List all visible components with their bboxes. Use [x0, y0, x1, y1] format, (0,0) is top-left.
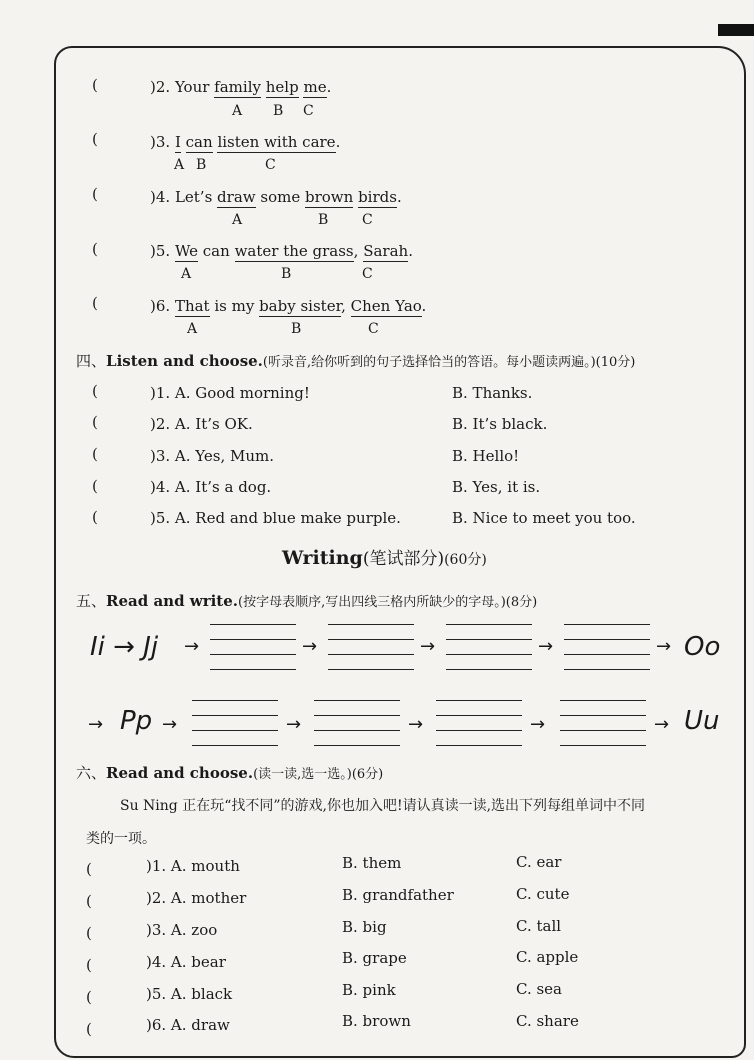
item-number: )2. — [150, 78, 175, 96]
question-item: )3. I can listen with care. — [150, 133, 341, 151]
question-item: )4. Let’s draw some brown birds. — [150, 188, 402, 206]
label-c: C — [368, 321, 379, 337]
label-b: B — [196, 157, 207, 173]
option-b-underlined: help — [265, 78, 299, 96]
option-a: )2. A. It’s OK. — [150, 415, 253, 433]
four-line-grid[interactable] — [210, 624, 296, 670]
label-a: A — [174, 157, 185, 173]
option-b-underlined: water the grass — [234, 242, 354, 260]
four-line-grid[interactable] — [560, 700, 646, 746]
four-line-grid[interactable] — [446, 624, 532, 670]
option-c: C. share — [516, 1012, 579, 1030]
option-a: )1. A. Good morning! — [150, 384, 310, 402]
option-c-underlined: birds — [358, 188, 397, 206]
option-c: C. ear — [516, 853, 562, 871]
option-c-underlined: listen with care — [217, 133, 336, 151]
option-a: )3. A. zoo — [146, 921, 218, 939]
intro-text: Su Ning 正在玩“找不同”的游戏,你也加入吧!请认真读一读,选出下列每组单词中不同 — [120, 798, 646, 814]
answer-paren[interactable]: ( — [92, 382, 98, 400]
question-item: )6. That is my baby sister, Chen Yao. — [150, 297, 427, 315]
option-a: )4. A. bear — [146, 953, 226, 971]
answer-paren[interactable]: ( — [86, 956, 92, 974]
option-b: B. It’s black. — [452, 415, 548, 433]
letter-ii-jj: Ii → Jj — [90, 632, 159, 662]
option-c-underlined: Sarah — [363, 242, 409, 260]
option-b: B. grandfather — [342, 886, 454, 904]
option-a-underlined: I — [174, 133, 181, 151]
option-c-underlined: Chen Yao — [350, 297, 422, 315]
item-number: )6. — [150, 297, 175, 315]
option-b: B. Yes, it is. — [452, 478, 541, 496]
letter-oo: Oo — [684, 632, 721, 662]
option-c: C. sea — [516, 980, 562, 998]
answer-paren[interactable]: ( — [86, 860, 92, 878]
option-a: )4. A. It’s a dog. — [150, 478, 272, 496]
option-a: )6. A. draw — [146, 1016, 230, 1034]
label-a: A — [187, 321, 198, 337]
arrow-icon: → — [88, 714, 104, 735]
option-c: C. apple — [516, 948, 579, 966]
arrow-icon: → — [538, 636, 554, 657]
answer-paren[interactable]: ( — [92, 445, 98, 463]
four-line-grid[interactable] — [564, 624, 650, 670]
option-b-underlined: baby sister — [259, 297, 342, 315]
option-c: C. tall — [516, 917, 562, 935]
answer-paren[interactable]: ( — [92, 130, 98, 148]
four-line-grid[interactable] — [314, 700, 400, 746]
section-heading: 六、Read and choose.(读一读,选一选。)(6分) — [76, 764, 384, 782]
label-b: B — [318, 212, 329, 228]
option-b: B. pink — [342, 981, 396, 999]
option-b: B. grape — [342, 949, 407, 967]
answer-paren[interactable]: ( — [92, 76, 98, 94]
option-b: B. brown — [342, 1012, 411, 1030]
four-line-grid[interactable] — [436, 700, 522, 746]
option-b: B. big — [342, 918, 387, 936]
option-b-underlined: brown — [304, 188, 354, 206]
label-b: B — [273, 103, 284, 119]
option-b-underlined: can — [185, 133, 213, 151]
item-number: )4. — [150, 188, 175, 206]
answer-paren[interactable]: ( — [92, 294, 98, 312]
option-a-underlined: We — [174, 242, 199, 260]
arrow-icon: → — [408, 714, 424, 735]
answer-paren[interactable]: ( — [92, 240, 98, 258]
arrow-icon: → — [184, 636, 200, 657]
section-heading: 五、Read and write.(按字母表顺序,写出四线三格内所缺少的字母。)(8分) — [76, 592, 538, 610]
answer-paren[interactable]: ( — [92, 413, 98, 431]
answer-paren[interactable]: ( — [86, 924, 92, 942]
label-a: A — [232, 212, 243, 228]
label-c: C — [303, 103, 314, 119]
answer-paren[interactable]: ( — [92, 508, 98, 526]
option-b: B. Nice to meet you too. — [452, 509, 636, 527]
option-b: B. Thanks. — [452, 384, 533, 402]
section-heading: 四、Listen and choose.(听录音,给你听到的句子选择恰当的答语。每小题读两遍。)(10分) — [76, 352, 636, 370]
arrow-icon: → — [530, 714, 546, 735]
option-a: )3. A. Yes, Mum. — [150, 447, 275, 465]
arrow-icon: → — [654, 714, 670, 735]
arrow-icon: → — [420, 636, 436, 657]
page-edge-mark — [718, 24, 754, 36]
label-b: B — [291, 321, 302, 337]
option-a-underlined: That — [174, 297, 210, 315]
label-a: A — [232, 103, 243, 119]
label-c: C — [362, 212, 373, 228]
arrow-icon: → — [286, 714, 302, 735]
option-b: B. them — [342, 854, 402, 872]
arrow-icon: → — [302, 636, 318, 657]
option-c: C. cute — [516, 885, 570, 903]
four-line-grid[interactable] — [192, 700, 278, 746]
letter-pp: Pp — [120, 706, 153, 736]
label-a: A — [181, 266, 192, 282]
option-a-underlined: family — [214, 78, 261, 96]
option-a-underlined: draw — [217, 188, 256, 206]
letter-uu: Uu — [684, 706, 720, 736]
arrow-icon: → — [162, 714, 178, 735]
answer-paren[interactable]: ( — [86, 988, 92, 1006]
option-c-underlined: me — [303, 78, 327, 96]
option-a: )1. A. mouth — [146, 857, 240, 875]
four-line-grid[interactable] — [328, 624, 414, 670]
question-item: )5. We can water the grass, Sarah. — [150, 242, 413, 260]
item-number: )3. — [150, 133, 175, 151]
item-number: )5. — [150, 242, 175, 260]
arrow-icon: → — [656, 636, 672, 657]
writing-heading: Writing(笔试部分)(60分) — [282, 547, 487, 569]
sentence-text: Your — [174, 78, 215, 96]
label-b: B — [281, 266, 292, 282]
label-c: C — [265, 157, 276, 173]
answer-paren[interactable]: ( — [86, 892, 92, 910]
option-a: )2. A. mother — [146, 889, 247, 907]
option-a: )5. A. black — [146, 985, 233, 1003]
question-item: )2. Your family help me. — [150, 78, 332, 96]
answer-paren[interactable]: ( — [86, 1020, 92, 1038]
label-c: C — [362, 266, 373, 282]
intro-text-cont: 类的一项。 — [86, 831, 156, 847]
option-a: )5. A. Red and blue make purple. — [150, 509, 401, 527]
answer-paren[interactable]: ( — [92, 477, 98, 495]
option-b: B. Hello! — [452, 447, 520, 465]
answer-paren[interactable]: ( — [92, 185, 98, 203]
